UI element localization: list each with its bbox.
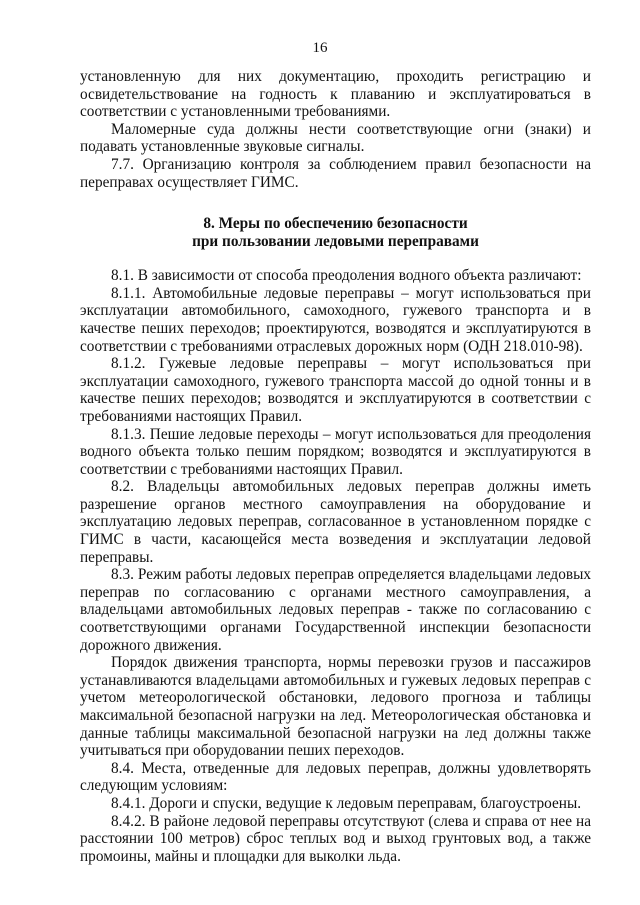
paragraph: 8.1.3. Пешие ледовые переходы – могут использоваться для преодоления водного объекта только пешим порядком; возводятся и эксплуатируются в соответствии с требованиями настоящих Правил. [80, 425, 591, 478]
page-number: 16 [312, 40, 328, 56]
section-heading-line: 8. Меры по обеспечению безопасности [203, 215, 468, 233]
paragraph: 7.7. Организацию контроля за соблюдением правил безопасности на переправах осуществляет ГИМС. [80, 155, 591, 191]
section-heading-line: при пользовании ледовыми переправами [192, 233, 479, 251]
paragraph: 8.4.2. В районе ледовой переправы отсутствуют (слева и справа от нее на расстоянии 100 метров) сброс теплых вод и выход грунтовых вод, а также промоины, майны и площадки для выколки льда. [80, 812, 591, 865]
paragraph: 8.4.1. Дороги и спуски, ведущие к ледовым переправам, благоустроены. [111, 794, 582, 812]
paragraph: Порядок движения транспорта, нормы перевозки грузов и пассажиров устанавливаются владельцами автомобильных и гужевых ледовых переправ с учетом метеорологической обстановки, ледового прогноза и таблицы максимальной безопасной нагрузки на лед. Метеорологическая обстановка и данные таблицы максимальной безопасной нагрузки на лед должны также учитываться при оборудовании пеших переходов. [80, 654, 591, 760]
paragraph: 8.4. Места, отведенные для ледовых переправ, должны удовлетворять следующим условиям: [80, 759, 591, 795]
paragraph: установленную для них документацию, проходить регистрацию и освидетельствование на годность к плаванию и эксплуатироваться в соответствии с установленными требованиями. [80, 68, 591, 121]
paragraph: Маломерные суда должны нести соответствующие огни (знаки) и подавать установленные звуковые сигналы. [80, 120, 591, 156]
paragraph: 8.2. Владельцы автомобильных ледовых переправ должны иметь разрешение органов местного самоуправления на оборудование и эксплуатацию ледовых переправ, согласованное в установленном порядке с ГИМС в части, касающейся места возведения и эксплуатации ледовой переправы. [80, 478, 591, 566]
paragraph: 8.3. Режим работы ледовых переправ определяется владельцами ледовых переправ по согласованию с органами местного самоуправления, а владельцами автомобильных ледовых переправ - также по согласованию с соответствующими органами Государственной инспекции безопасности дорожного движения. [80, 566, 591, 654]
section-heading [80, 215, 591, 251]
paragraph: 8.1.1. Автомобильные ледовые переправы – могут использоваться при эксплуатации автомобильного, самоходного, гужевого транспорта и в качестве пеших переходов; проектируются, возводятся и эксплуатируются в соответствии с требованиями отраслевых дорожных норм (ОДН 218.010-98). [80, 284, 591, 355]
paragraph: 8.1. В зависимости от способа преодоления водного объекта различают: [111, 267, 582, 285]
document-body [80, 68, 591, 865]
paragraph: 8.1.2. Гужевые ледовые переправы – могут использоваться при эксплуатации самоходного, гужевого транспорта массой до одной тонны и в качестве пеших переходов; возводятся и эксплуатируются в соответствии с требованиями настоящих Правил. [80, 355, 591, 425]
